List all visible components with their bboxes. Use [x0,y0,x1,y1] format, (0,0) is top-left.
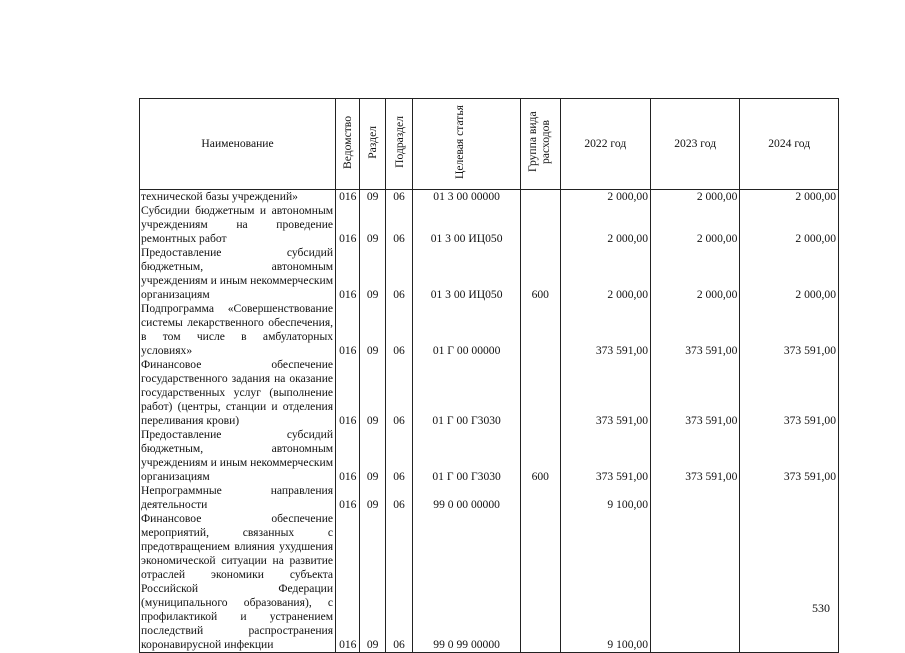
celevaya-statya-cell: 99 0 99 00000 [413,512,521,653]
amount-2022-cell: 2 000,00 [560,190,650,205]
amount-2024-cell: 373 591,00 [740,358,839,428]
amount-2023-cell: 373 591,00 [650,358,739,428]
podrazdel-cell: 06 [385,512,412,653]
razdel-cell: 09 [360,484,385,512]
gruppa-vida-cell [520,358,560,428]
podrazdel-cell: 06 [385,204,412,246]
vedomstvo-cell: 016 [336,512,360,653]
amount-2024-cell: 2 000,00 [740,190,839,205]
amount-2022-cell: 9 100,00 [560,484,650,512]
header-podrazdel: Подраздел [385,99,412,190]
amount-2023-cell: 373 591,00 [650,302,739,358]
razdel-cell: 09 [360,204,385,246]
podrazdel-cell: 06 [385,484,412,512]
amount-2023-cell: 2 000,00 [650,246,739,302]
amount-2024-cell: 373 591,00 [740,428,839,484]
vedomstvo-cell: 016 [336,204,360,246]
podrazdel-cell: 06 [385,302,412,358]
gruppa-vida-cell: 600 [520,246,560,302]
gruppa-vida-cell [520,484,560,512]
table-row [140,512,839,653]
vedomstvo-cell: 016 [336,358,360,428]
header-razdel: Раздел [360,99,385,190]
table-row [140,484,839,512]
vedomstvo-cell: 016 [336,484,360,512]
table-body [140,190,839,653]
name-cell: Подпрограмма «Совершенствование системы лекарственного обеспечения, в том числе в амбулаторных условиях» [140,302,336,358]
amount-2023-cell [650,484,739,512]
amount-2024-cell: 2 000,00 [740,204,839,246]
amount-2022-cell: 9 100,00 [560,512,650,653]
gruppa-vida-cell [520,190,560,205]
podrazdel-cell: 06 [385,190,412,205]
table-header-row [140,99,839,190]
table-row [140,246,839,302]
header-2023: 2023 год [650,99,739,190]
name-cell: Непрограммные направления деятельности [140,484,336,512]
header-name: Наименование [140,99,336,190]
name-cell: Финансовое обеспечение мероприятий, связанных с предотвращением влияния ухудшения экономической ситуации на развитие отраслей экономики субъекта Российской Федерации (муниципального образования), с профилактикой и устранением последствий распространения коронавирусной инфекции [140,512,336,653]
vedomstvo-cell: 016 [336,428,360,484]
podrazdel-cell: 06 [385,246,412,302]
amount-2024-cell [740,512,839,653]
podrazdel-cell: 06 [385,428,412,484]
name-cell: технической базы учреждений» [140,190,336,205]
razdel-cell: 09 [360,428,385,484]
page-number: 530 [812,601,830,615]
header-vedomstvo: Ведомство [336,99,360,190]
table-row [140,190,839,205]
amount-2023-cell [650,512,739,653]
amount-2024-cell [740,484,839,512]
celevaya-statya-cell: 99 0 00 00000 [413,484,521,512]
amount-2022-cell: 2 000,00 [560,246,650,302]
razdel-cell: 09 [360,246,385,302]
table-row [140,302,839,358]
name-cell: Субсидии бюджетным и автономным учреждениям на проведение ремонтных работ [140,204,336,246]
header-2024: 2024 год [740,99,839,190]
table-row [140,358,839,428]
amount-2023-cell: 2 000,00 [650,190,739,205]
razdel-cell: 09 [360,190,385,205]
name-cell: Предоставление субсидий бюджетным, автономным учреждениям и иным некоммерческим организациям [140,246,336,302]
celevaya-statya-cell: 01 Г 00 Г3030 [413,428,521,484]
celevaya-statya-cell: 01 3 00 ИЦ050 [413,204,521,246]
razdel-cell: 09 [360,302,385,358]
gruppa-vida-cell [520,302,560,358]
header-celevaya-statya: Целевая статья [413,99,521,190]
podrazdel-cell: 06 [385,358,412,428]
celevaya-statya-cell: 01 Г 00 Г3030 [413,358,521,428]
budget-table [139,98,839,653]
celevaya-statya-cell: 01 Г 00 00000 [413,302,521,358]
header-gruppa-vida-rashodov: Группа вида расходов [520,99,560,190]
vedomstvo-cell: 016 [336,190,360,205]
header-2022: 2022 год [560,99,650,190]
amount-2022-cell: 373 591,00 [560,358,650,428]
vedomstvo-cell: 016 [336,302,360,358]
amount-2022-cell: 373 591,00 [560,302,650,358]
razdel-cell: 09 [360,358,385,428]
gruppa-vida-cell [520,204,560,246]
celevaya-statya-cell: 01 3 00 ИЦ050 [413,246,521,302]
amount-2024-cell: 373 591,00 [740,302,839,358]
amount-2022-cell: 373 591,00 [560,428,650,484]
vedomstvo-cell: 016 [336,246,360,302]
amount-2023-cell: 373 591,00 [650,428,739,484]
name-cell: Предоставление субсидий бюджетным, автономным учреждениям и иным некоммерческим организациям [140,428,336,484]
table-row [140,204,839,246]
gruppa-vida-cell [520,512,560,653]
amount-2024-cell: 2 000,00 [740,246,839,302]
amount-2022-cell: 2 000,00 [560,204,650,246]
table-row [140,428,839,484]
amount-2023-cell: 2 000,00 [650,204,739,246]
razdel-cell: 09 [360,512,385,653]
gruppa-vida-cell: 600 [520,428,560,484]
name-cell: Финансовое обеспечение государственного задания на оказание государственных услуг (выполнение работ) (центры, станции и отделения переливания крови) [140,358,336,428]
celevaya-statya-cell: 01 3 00 00000 [413,190,521,205]
